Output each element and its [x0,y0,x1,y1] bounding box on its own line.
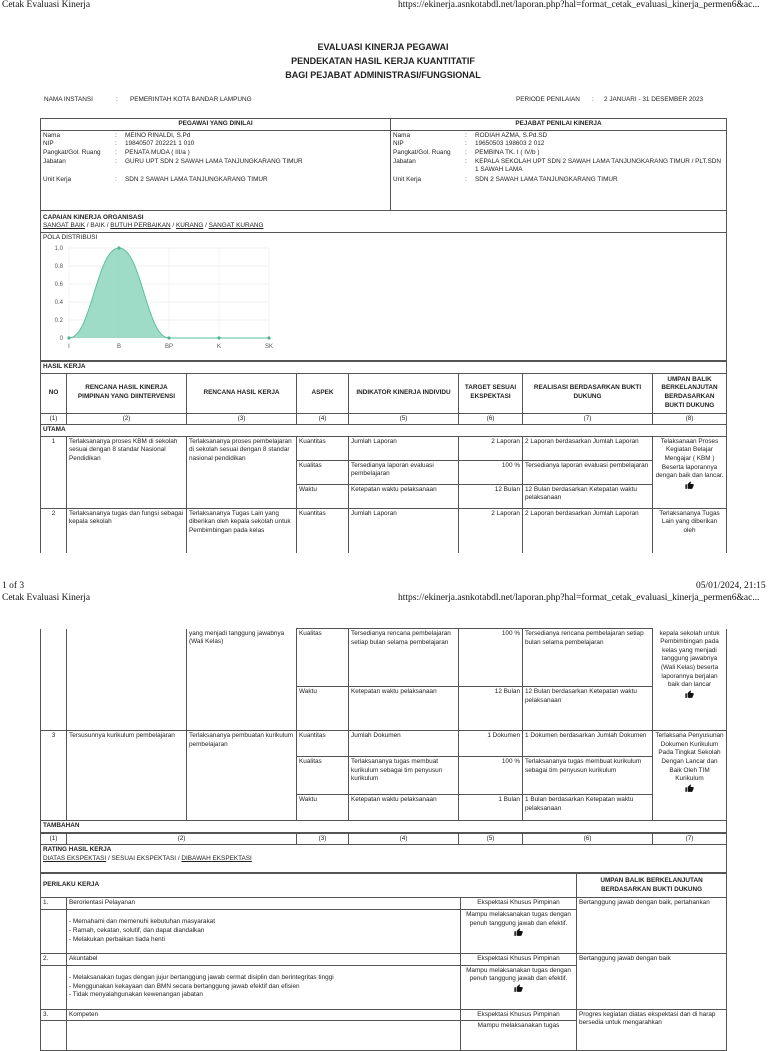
penilai-block [391,130,727,210]
num: (4) [349,833,459,845]
perilaku-points [67,909,461,953]
col-indikator: INDIKATOR KINERJA INDIVIDU [349,373,459,413]
indikator: Ketepatan waktu pelaksanaan [349,687,459,731]
perilaku-name: Kompeten [67,1009,461,1021]
pegawai-nama-label: Nama [43,131,61,139]
capaian-opt-butuh-perbaikan: BUTUH PERBAIKAN [110,222,171,230]
title-line-2: PENDEKATAN HASIL KERJA KUANTITATIF [291,56,475,66]
col-rhk-pimpinan: RENCANA HASIL KINERJA PIMPINAN YANG DIINTERVENSI [67,373,187,413]
num: (8) [653,413,727,425]
chart-cell [41,232,727,360]
pegawai-pangkat [43,149,388,158]
column-number-row [41,833,727,845]
ekspektasi-text: Mampu melaksanakan tugas [461,1021,577,1051]
rating-opt-diatas: DIATAS EKSPEKTASI [43,854,107,862]
indikator: Jumlah Dokumen [349,731,459,757]
colon: : [465,140,467,148]
thumbs-up-icon [514,984,523,993]
colon: : [465,175,467,183]
instansi-colon: : [116,96,118,103]
empty-cell [41,909,67,953]
rating-block [41,845,727,873]
page-break [0,553,768,597]
point: - Menggunakan kekayaan dan BMN secara bertanggung jawab efektif dan efisien [69,982,300,990]
rhk: Terlaksananya proses pembelajaran di sekolah sesuai dengan 8 standar nasional pendidikan [187,436,297,508]
aspek: Kuantitas [297,436,349,460]
umpan-balik [653,436,727,508]
hasil-kerja-heading: HASIL KERJA [41,361,727,373]
pegawai-unit [43,176,388,185]
instansi-label: NAMA INSTANSI [44,96,93,103]
penilai-jabatan-label: Jabatan [393,157,416,165]
penilai-pangkat-label: Pangkat/Gol. Ruang [393,148,451,156]
row-no: 3 [41,731,67,821]
penilai-nama [393,132,724,141]
rhk-pimpinan: Tersusunnya kurikulum pembelajaran [67,731,187,821]
tambahan-heading: TAMBAHAN [41,821,727,833]
capaian-opt-sangat-kurang: SANGAT KURANG [208,222,264,230]
perilaku-item-row [41,953,727,965]
aspek: Waktu [297,484,349,508]
col-no: NO [41,373,67,413]
target: 1 Bulan [459,795,523,821]
x-tick-label: I [68,343,70,350]
utama-heading: UTAMA [41,425,727,437]
pegawai-heading: PEGAWAI YANG DINILAI [41,119,391,131]
title-line-1: EVALUASI KINERJA PEGAWAI [317,42,449,52]
perilaku-feedback: Bertanggung jawab dengan baik [577,953,727,1009]
thumbs-up-icon [685,784,694,793]
perilaku-kerja-table [40,873,727,1051]
penilai-pangkat [393,149,724,158]
realisasi: 1 Dokumen berdasarkan Jumlah Dokumen [523,731,653,757]
colon: : [115,131,117,139]
x-tick-label: BP [164,343,174,350]
thumbs-up-icon [685,690,694,699]
data-point [67,336,70,339]
colon: : [465,157,467,165]
y-tick-label: 0.8 [54,263,63,270]
instansi-value: PEMERINTAH KOTA BANDAR LAMPUNG [130,96,252,103]
aspek: Kuantitas [297,508,349,568]
ekspektasi-label: Ekspektasi Khusus Pimpinan [461,1009,577,1021]
num: (5) [459,833,523,845]
perilaku-no: 2. [41,953,67,965]
realisasi: 2 Laporan berdasarkan Jumlah Laporan [523,436,653,460]
num: (5) [349,413,459,425]
umpan-balik-text: kepala sekolah untuk Pembimbingan pada kelas yang menjadi tanggung jawabnya (Wali Kelas) beserta laporannya berjalan baik dan lancar [659,629,720,689]
hasil-kerja-table-cont [40,628,727,833]
target: 2 Laporan [459,508,523,568]
pegawai-unit-label: Unit Kerja [43,175,72,183]
num: (2) [67,413,187,425]
y-tick-label: 0.4 [54,299,63,306]
periode-colon: : [592,96,594,103]
sep: / [104,222,111,230]
aspek: Waktu [297,795,349,821]
capaian-opt-baik: BAIK [90,222,105,230]
sep: / [106,854,112,862]
target: 100 % [459,757,523,795]
y-tick-label: 0.6 [54,281,63,288]
data-point [267,336,270,339]
table-row [41,436,727,460]
indikator: Tersedianya rencana pembelajaran setiap bulan selama pembelajaran [349,629,459,687]
pegawai-pangkat-label: Pangkat/Gol. Ruang [43,148,101,156]
periode-label: PERIODE PENILAIAN [516,96,580,103]
capaian-opt-sangat-baik: SANGAT BAIK [43,222,86,230]
pegawai-nama-value: MEINO RINALDI, S.Pd [125,131,191,139]
rating-heading: RATING HASIL KERJA [43,846,112,854]
tambahan-number-table [40,833,727,874]
penilai-nama-value: RODIAH AZMA, S.Pd.SD [475,131,548,139]
num: (4) [297,413,349,425]
column-number-row [41,413,727,425]
perilaku-points [67,1021,461,1051]
penilai-heading: PEJABAT PENILAI KINERJA [391,119,727,131]
umpan-balik: Terlaksananya Tugas Lain yang diberikan oleh [653,508,727,568]
sep: / [176,854,182,862]
umpan-balik-text: Terlaksana Penyusunan Dokumen Kurikulum Pada Tingkat Sekolah Dengan Lancar dan Baik Oleh TIM Kurikulum [655,732,724,783]
title-line-3: BAGI PEJABAT ADMINISTRASI/FUNGSIONAL [285,70,481,80]
target: 12 Bulan [459,687,523,731]
realisasi: 1 Bulan berdasarkan Ketepatan waktu pelaksanaan [523,795,653,821]
rhk-cont: yang menjadi tanggung jawabnya (Wali Kelas) [187,629,297,731]
penilai-nip [393,140,724,149]
identity-table [40,118,727,361]
hasil-kerja-table [40,361,727,569]
empty-cell [41,1021,67,1051]
perilaku-fb-heading: UMPAN BALIK BERKELANJUTAN BERDASARKAN BUKTI DUKUNG [577,874,727,898]
perilaku-feedback: Progres kegiatan diatas ekspektasi dan di harap bersedia untuk mengarahkan [577,1009,727,1051]
num: (2) [67,833,297,845]
data-point [217,336,220,339]
point: - Melakukan perbaikan tiada henti [69,935,165,943]
x-tick-label: SK [264,343,274,350]
target: 100 % [459,460,523,484]
rating-options [43,855,724,864]
sep: / [85,222,91,230]
rhk-pimpinan: Terlaksananya proses KBM di sekolah sesuai dengan 8 standar Nasional Pendidikan [67,436,187,508]
aspek: Waktu [297,687,349,731]
periode-value: 2 JANUARI - 31 DESEMBER 2023 [604,96,704,103]
aspek: Kuantitas [297,731,349,757]
penilai-jabatan [393,158,724,176]
col-target: TARGET SESUAI EKSPEKTASI [459,373,523,413]
colon: : [465,131,467,139]
row-no-cont [41,629,67,731]
col-realisasi: REALISASI BERDASARKAN BUKTI DUKUNG [523,373,653,413]
col-rhk: RENCANA HASIL KERJA [187,373,297,413]
empty-cell [41,965,67,1009]
table-row [41,629,727,687]
perilaku-no: 1. [41,898,67,910]
rating-opt-sesuai: SESUAI EKSPEKTASI [111,854,177,862]
print-footer-page: 1 of 3 [2,581,25,591]
colon: : [465,148,467,156]
page-1 [40,40,726,552]
capaian-block [41,210,727,232]
thumbs-up-icon [514,928,523,937]
capaian-opt-kurang: KURANG [175,222,204,230]
pegawai-jabatan-value: GURU UPT SDN 2 SAWAH LAMA TANJUNGKARANG TIMUR [125,157,303,165]
y-tick-label: 0.2 [54,317,63,324]
realisasi: 2 Laporan berdasarkan Jumlah Laporan [523,508,653,568]
y-tick-label: 1.0 [54,245,63,252]
perilaku-item-row [41,898,727,910]
data-point [117,246,120,249]
col-aspek: ASPEK [297,373,349,413]
row-no: 1 [41,436,67,508]
num: (7) [523,413,653,425]
perilaku-item-row [41,1009,727,1021]
indikator: Jumlah Laporan [349,436,459,460]
distribution-chart [47,242,287,360]
num: (3) [297,833,349,845]
print-header-url: https://ekinerja.asnkotabdl.net/laporan.php?hal=format_cetak_evaluasi_kinerja_permen6&ac... [398,0,760,10]
colon: : [115,148,117,156]
point: - Melaksanakan tugas dengan jujur bertanggung jawab cermat disiplin dan berintegritas tinggi [69,974,334,982]
umpan-balik-text: Telaksanaan Proses Kegiatan Belajar Mengajar ( KBM ) Beserta laporannya dengan baik dan lancar. [655,437,724,480]
colon: : [115,140,117,148]
indikator: Terlaksananya tugas membuat kurikulum sebagai tim penyusun kurikulum [349,757,459,795]
num: (3) [187,413,297,425]
indikator: Tersedianya laporan evaluasi pembelajaran [349,460,459,484]
ekspektasi-cell [461,965,577,1009]
rhk-pimpinan: Terlaksananya tugas dan fungsi sebagai kepala sekolah [67,508,187,568]
x-tick-label: K [216,343,222,350]
print-footer-datetime: 05/01/2024, 21:15 [696,581,766,591]
rhk: Terlaksananya pembuatan kurikulum pembelajaran [187,731,297,821]
penilai-nip-label: NIP [393,140,404,148]
aspek: Kualitas [297,460,349,484]
point: - Memahami dan memenuhi kebutuhan masyarakat [69,918,215,926]
perilaku-heading: PERILAKU KERJA [41,874,577,898]
ekspektasi-label: Ekspektasi Khusus Pimpinan [461,953,577,965]
capaian-heading: CAPAIAN KINERJA ORGANISASI [43,213,144,221]
pegawai-nip [43,140,388,149]
instansi-row [40,96,726,118]
umpan-balik [653,731,727,821]
thumbs-up-icon [685,481,694,490]
num: (7) [653,833,727,845]
chart-title: POLA DISTRIBUSI [43,233,98,241]
penilai-unit-label: Unit Kerja [393,175,422,183]
print-header-title-2: Cetak Evaluasi Kinerja [2,593,91,603]
penilai-jabatan-value: KEPALA SEKOLAH UPT SDN 2 SAWAH LAMA TANJUNGKARANG TIMUR / PLT.SDN 1 SAWAH LAMA [475,157,721,174]
aspek: Kualitas [297,629,349,687]
document-title [40,40,726,82]
print-header-title: Cetak Evaluasi Kinerja [2,0,91,10]
pegawai-block [41,130,391,210]
table-row [41,731,727,757]
colon: : [115,175,117,183]
ekspektasi-text: Mampu melaksanakan tugas dengan penuh tanggung jawab dan efektif. [466,966,571,983]
target: 2 Laporan [459,436,523,460]
ekspektasi-label: Ekspektasi Khusus Pimpinan [461,898,577,910]
x-tick-label: B [116,343,122,350]
umpan-balik-cont [653,629,727,731]
perilaku-name: Akuntabel [67,953,461,965]
pegawai-pangkat-value: PENATA MUDA ( III/a ) [125,148,190,156]
pegawai-jabatan [43,158,388,176]
target: 12 Bulan [459,484,523,508]
y-tick-label: 0 [59,335,63,342]
data-point [167,336,170,339]
point: - Tidak menyalahgunakan kewenangan jabatan [69,991,203,999]
perilaku-name: Berorientasi Pelayanan [67,898,461,910]
sep: / [203,222,209,230]
penilai-nama-label: Nama [393,131,411,139]
num: (6) [459,413,523,425]
realisasi: Tersedianya laporan evaluasi pembelajaran [523,460,653,484]
penilai-pangkat-value: PEMBINA TK. I ( IV/b ) [475,148,540,156]
realisasi: 12 Bulan berdasarkan Ketepatan waktu pelaksanaan [523,484,653,508]
aspek: Kualitas [297,757,349,795]
penilai-unit [393,176,724,185]
sep: / [170,222,176,230]
indikator: Ketepatan waktu pelaksanaan [349,484,459,508]
ekspektasi-cell [461,909,577,953]
pegawai-unit-value: SDN 2 SAWAH LAMA TANJUNGKARANG TIMUR [125,175,268,183]
pegawai-nip-label: NIP [43,140,54,148]
num: (1) [41,833,67,845]
rating-opt-dibawah: DIBAWAH EKSPEKTASI [181,854,252,862]
point: - Ramah, cekatan, solutif, dan dapat diandalkan [69,927,205,935]
realisasi: Terlaksananya tugas membuat kurikulum sebagai tim penyusun kurikulum [523,757,653,795]
perilaku-feedback: Bertanggung jawab dengan baik, pertahankan [577,898,727,954]
page-2 [40,628,726,1030]
perilaku-points [67,965,461,1009]
col-umpan-balik: UMPAN BALIK BERKELANJUTAN BERDASARKAN BUKTI DUKUNG [653,373,727,413]
indikator: Ketepatan waktu pelaksanaan [349,795,459,821]
print-header-url-2: https://ekinerja.asnkotabdl.net/laporan.php?hal=format_cetak_evaluasi_kinerja_permen6&ac... [398,593,760,603]
num: (1) [41,413,67,425]
capaian-options [43,222,724,231]
target: 100 % [459,629,523,687]
target: 1 Dokumen [459,731,523,757]
rhk: Terlaksananya Tugas Lain yang diberikan oleh kepala sekolah untuk Pembimbingan pada kelas [187,508,297,568]
ekspektasi-text: Mampu melaksanakan tugas dengan penuh tanggung jawab dan efektif. [466,910,571,927]
realisasi: 12 Bulan berdasarkan Ketepatan waktu pelaksanaan [523,687,653,731]
pegawai-nama [43,132,388,141]
pegawai-jabatan-label: Jabatan [43,157,66,165]
rhk-pimpinan-cont [67,629,187,731]
pegawai-nip-value: 19840507 202221 1 010 [125,140,195,148]
colon: : [115,157,117,165]
row-no: 2 [41,508,67,568]
realisasi: Tersedianya rencana pembelajaran setiap bulan selama pembelajaran [523,629,653,687]
penilai-unit-value: SDN 2 SAWAH LAMA TANJUNGKARANG TIMUR [475,175,618,183]
penilai-nip-value: 19650503 198603 2 012 [475,140,545,148]
indikator: Jumlah Laporan [349,508,459,568]
num: (6) [523,833,653,845]
perilaku-no: 3. [41,1009,67,1021]
